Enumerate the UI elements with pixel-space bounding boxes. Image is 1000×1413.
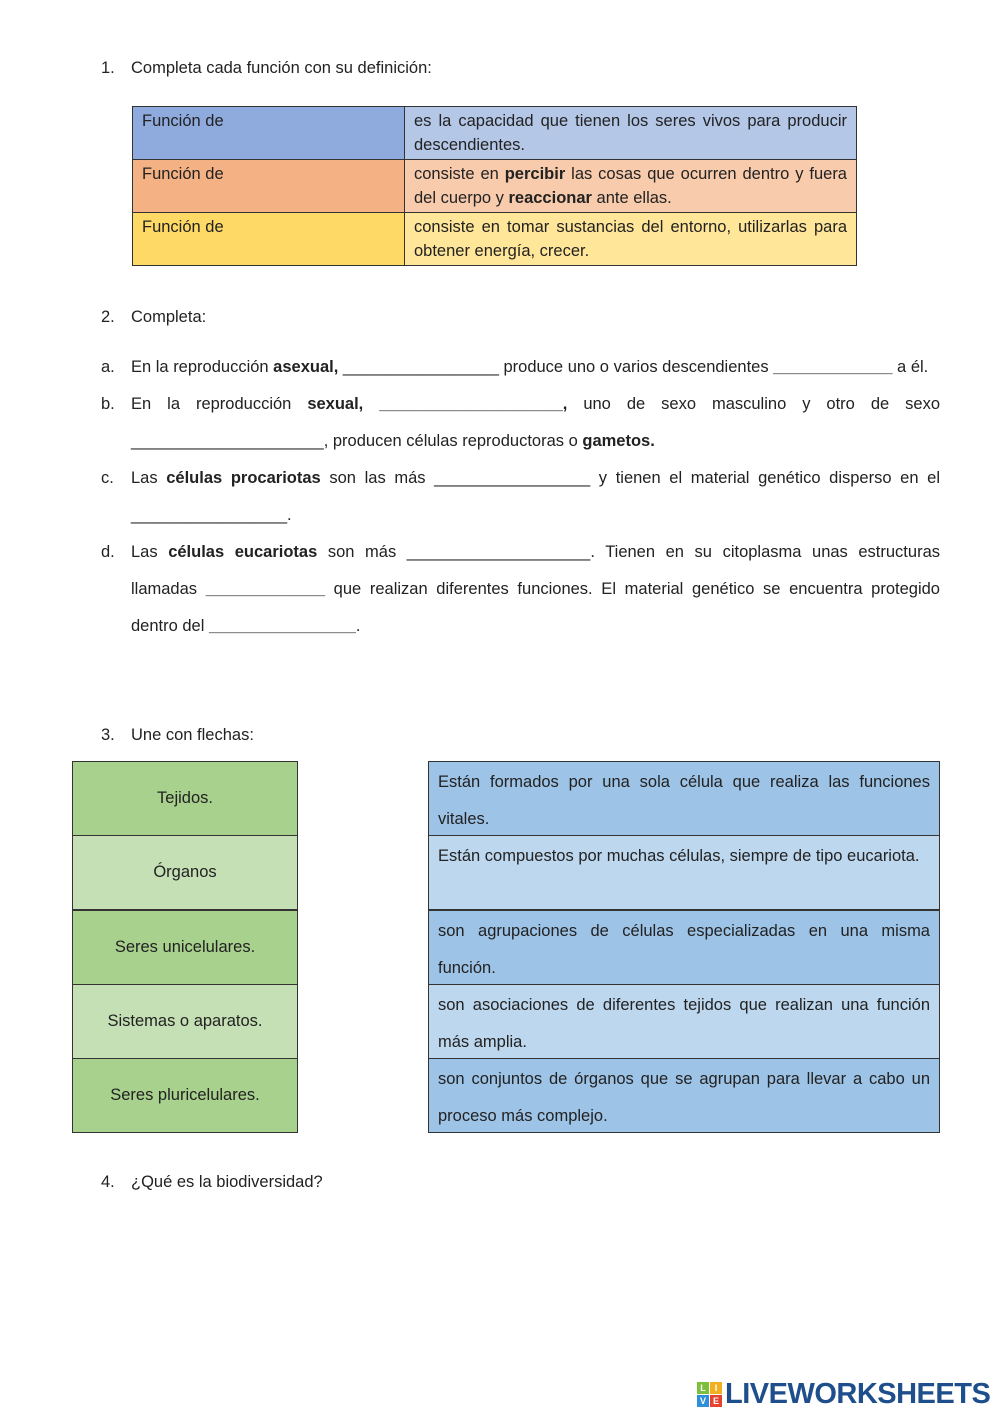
- item-letter: a.: [101, 358, 115, 376]
- table-row: [133, 107, 857, 160]
- question-title: ¿Qué es la biodiversidad?: [131, 1173, 323, 1191]
- match-right-item[interactable]: Están formados por una sola célula que realiza las funciones vitales.: [428, 761, 940, 836]
- question-3-heading: [101, 726, 254, 745]
- item-d: [101, 534, 940, 645]
- match-right-item[interactable]: son conjuntos de órganos que se agrupan para llevar a cabo un proceso más complejo.: [428, 1058, 940, 1133]
- text: que realizan diferentes funciones. El material genético se encuentra protegido dentro del: [131, 580, 940, 635]
- blank-text[interactable]: _________________ produce uno o varios descendientes: [338, 358, 774, 376]
- table-row: [133, 213, 857, 266]
- match-left-item[interactable]: Seres unicelulares.: [72, 910, 298, 985]
- text: ante ellas.: [591, 189, 672, 207]
- bold-blank[interactable]: sexual, ____________________,: [307, 395, 568, 413]
- logo-icon: [697, 1382, 722, 1407]
- function-definition: [405, 213, 857, 266]
- question-2-heading: [101, 308, 206, 327]
- match-right-item[interactable]: Están compuestos por muchas células, siempre de tipo eucariota.: [428, 835, 940, 910]
- text: Las: [131, 543, 169, 561]
- function-definition: [405, 107, 857, 160]
- question-number: 4.: [101, 1173, 115, 1191]
- match-right-item[interactable]: son agrupaciones de células especializadas en una misma función.: [428, 910, 940, 985]
- question-number: 2.: [101, 308, 115, 326]
- blank-text[interactable]: uno de sexo masculino y otro de sexo _____________________, producen células reproductoras o: [131, 395, 940, 450]
- text: es la capacidad que tienen los seres vivos para producir descendientes.: [414, 112, 847, 154]
- liveworksheets-logo: [697, 1378, 990, 1411]
- text: consiste en tomar sustancias del entorno, utilizarlas para obtener energía, crecer.: [414, 218, 847, 260]
- blank[interactable]: _____________: [773, 358, 893, 376]
- text: .: [355, 617, 361, 635]
- bold-text: asexual,: [273, 358, 339, 376]
- logo-letter: L: [697, 1382, 709, 1394]
- text: consiste en: [414, 165, 505, 183]
- question-number: 3.: [101, 726, 115, 744]
- question-title: Completa cada función con su definición:: [131, 59, 432, 77]
- blank[interactable]: _____________: [205, 580, 325, 598]
- text: Las: [131, 469, 167, 487]
- logo-letter: E: [710, 1395, 722, 1407]
- text: En la reproducción: [131, 358, 274, 376]
- logo-text: LIVEWORKSHEETS: [725, 1378, 991, 1410]
- item-c: [101, 460, 940, 534]
- function-label[interactable]: Función de: [133, 160, 405, 213]
- blank-text[interactable]: son las más _________________ y tienen el material genético disperso en el _________________.: [131, 469, 940, 524]
- bold-text: células eucariotas: [168, 543, 318, 561]
- function-definition: [405, 160, 857, 213]
- functions-table: [132, 106, 857, 266]
- text: En la reproducción: [131, 395, 308, 413]
- blank-text[interactable]: son más ____________________. Tienen en su citoplasma unas estructuras llamadas: [131, 543, 940, 598]
- match-left-item[interactable]: Seres pluricelulares.: [72, 1058, 298, 1133]
- question-2-items: [101, 349, 940, 645]
- question-title: Une con flechas:: [131, 726, 254, 744]
- blank[interactable]: ________________: [208, 617, 356, 635]
- text: las cosas que ocurren dentro y fuera del cuerpo y: [414, 165, 847, 207]
- item-a: [101, 349, 940, 386]
- bold-text: reaccionar: [508, 189, 592, 207]
- match-left-item[interactable]: Sistemas o aparatos.: [72, 984, 298, 1059]
- match-left-item[interactable]: Órganos: [72, 835, 298, 910]
- logo-letter: V: [697, 1395, 709, 1407]
- match-right-item[interactable]: son asociaciones de diferentes tejidos que realizan una función más amplia.: [428, 984, 940, 1059]
- function-label[interactable]: Función de: [133, 107, 405, 160]
- text: a él.: [892, 358, 929, 376]
- item-b: [101, 386, 940, 460]
- table-row: [133, 160, 857, 213]
- logo-letter: I: [710, 1382, 722, 1394]
- item-letter: d.: [101, 543, 115, 561]
- item-letter: c.: [101, 469, 114, 487]
- question-4-heading: [101, 1173, 323, 1192]
- question-number: 1.: [101, 59, 115, 77]
- bold-text: gametos.: [582, 432, 655, 450]
- bold-text: percibir: [504, 165, 566, 183]
- question-1-heading: [101, 59, 432, 78]
- function-label[interactable]: Función de: [133, 213, 405, 266]
- match-left-item[interactable]: Tejidos.: [72, 761, 298, 836]
- item-letter: b.: [101, 395, 115, 413]
- bold-text: células procariotas: [166, 469, 321, 487]
- question-title: Completa:: [131, 308, 207, 326]
